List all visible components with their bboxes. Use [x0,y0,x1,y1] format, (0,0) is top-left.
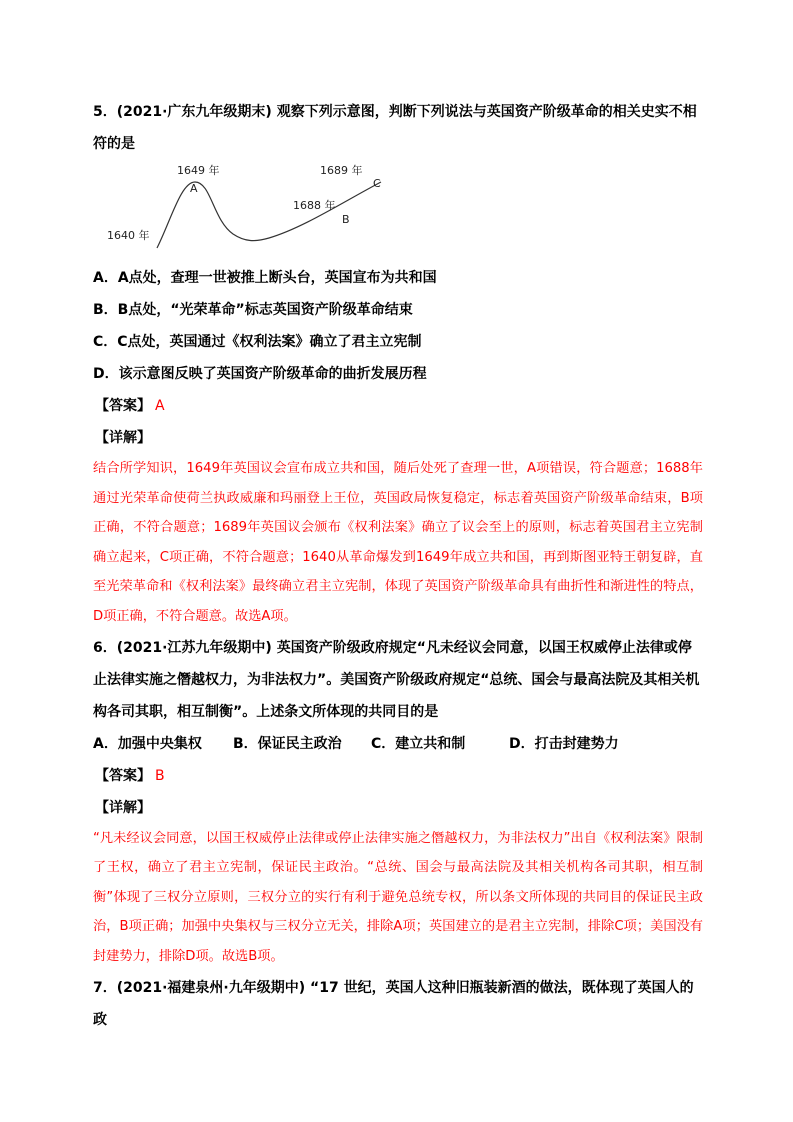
q5-detail-label: 【详解】 [95,430,151,446]
q6-answer-line [93,760,703,792]
label-1649: 1649 年 [177,164,220,177]
q5-option-a: A．A点处，查理一世被推上断头台，英国宣布为共和国 [93,270,437,286]
question-5-stem: 5．(2021·广东九年级期末) 观察下列示意图，判断下列说法与英国资产阶级革命的相关史实不相符的是 [93,104,697,152]
q6-option-c: C．建立共和制 [371,735,466,752]
q6-option-a: A．加强中央集权 [93,735,202,752]
q5-option-d: D．该示意图反映了英国资产阶级革命的曲折发展历程 [93,366,427,382]
q5-option-c: C．C点处，英国通过《权利法案》确立了君主立宪制 [93,334,422,350]
q5-answer-label: 【答案】 [95,398,151,414]
q5-answer-line [93,390,703,422]
q6-options-row [93,728,703,760]
point-a-label: A [190,182,198,195]
q6-detail-label: 【详解】 [95,799,151,816]
q5-explanation: 结合所学知识，1649年英国议会宣布成立共和国，随后处死了查理一世，A项错误，符合题意；1688年通过光荣革命使荷兰执政威廉和玛丽登上王位，英国政局恢复稳定，标志着英国资产阶级革命结束，B项正确，不符合题意；1689年英国议会颁布《权利法案》确立了议会至上的原则，标志着英国君主立宪制确立起来，C项正确，不符合题意；1640从革命爆发到1649年成立共和国，再到斯图亚特王朝复辟，直至光荣革命和《权利法案》最终确立君主立宪制，体现了英国资产阶级革命具有曲折性和渐进性的特点，D项正确，不符合题意。故选A项。 [93,461,703,624]
document-page [93,96,703,1036]
q6-answer-value: B [155,767,165,784]
revolution-timeline-diagram [93,162,703,258]
question-6-stem: 6．(2021·江苏九年级期中) 英国资产阶级政府规定“凡未经议会同意，以国王权威停止法律或停止法律实施之僭越权力，为非法权力”。美国资产阶级政府规定“总统、国会与最高法院及其相关机构各司其职，相互制衡”。上述条文所体现的共同目的是 [93,639,700,720]
point-c-label: C [373,177,381,190]
q5-option-b: B．B点处，“光荣革命”标志英国资产阶级革命结束 [93,302,413,318]
q6-answer-label: 【答案】 [95,767,151,784]
q6-option-d: D．打击封建势力 [509,735,619,752]
q5-answer-value: A [155,398,165,414]
question-7-stem: 7．(2021·福建泉州·九年级期中) “17 世纪，英国人这种旧瓶装新酒的做法，既体现了英国人的政 [93,979,694,1028]
label-1688: 1688 年 [293,199,336,212]
q6-explanation: “凡未经议会同意，以国王权威停止法律或停止法律实施之僭越权力，为非法权力”出自《权利法案》限制了王权，确立了君主立宪制，保证民主政治。“总统、国会与最高法院及其相关机构各司其职，相互制衡”体现了三权分立原则，三权分立的实行有利于避免总统专权，所以条文所体现的共同目的保证民主政治，B项正确；加强中央集权与三权分立无关，排除A项；英国建立的是君主立宪制，排除C项；美国没有封建势力，排除D项。故选B项。 [93,830,703,964]
point-b-label: B [342,213,350,226]
q6-option-b: B．保证民主政治 [233,735,342,752]
timeline-curve-svg [93,162,393,258]
label-1640: 1640 年 [107,229,150,242]
label-1689: 1689 年 [320,164,363,177]
